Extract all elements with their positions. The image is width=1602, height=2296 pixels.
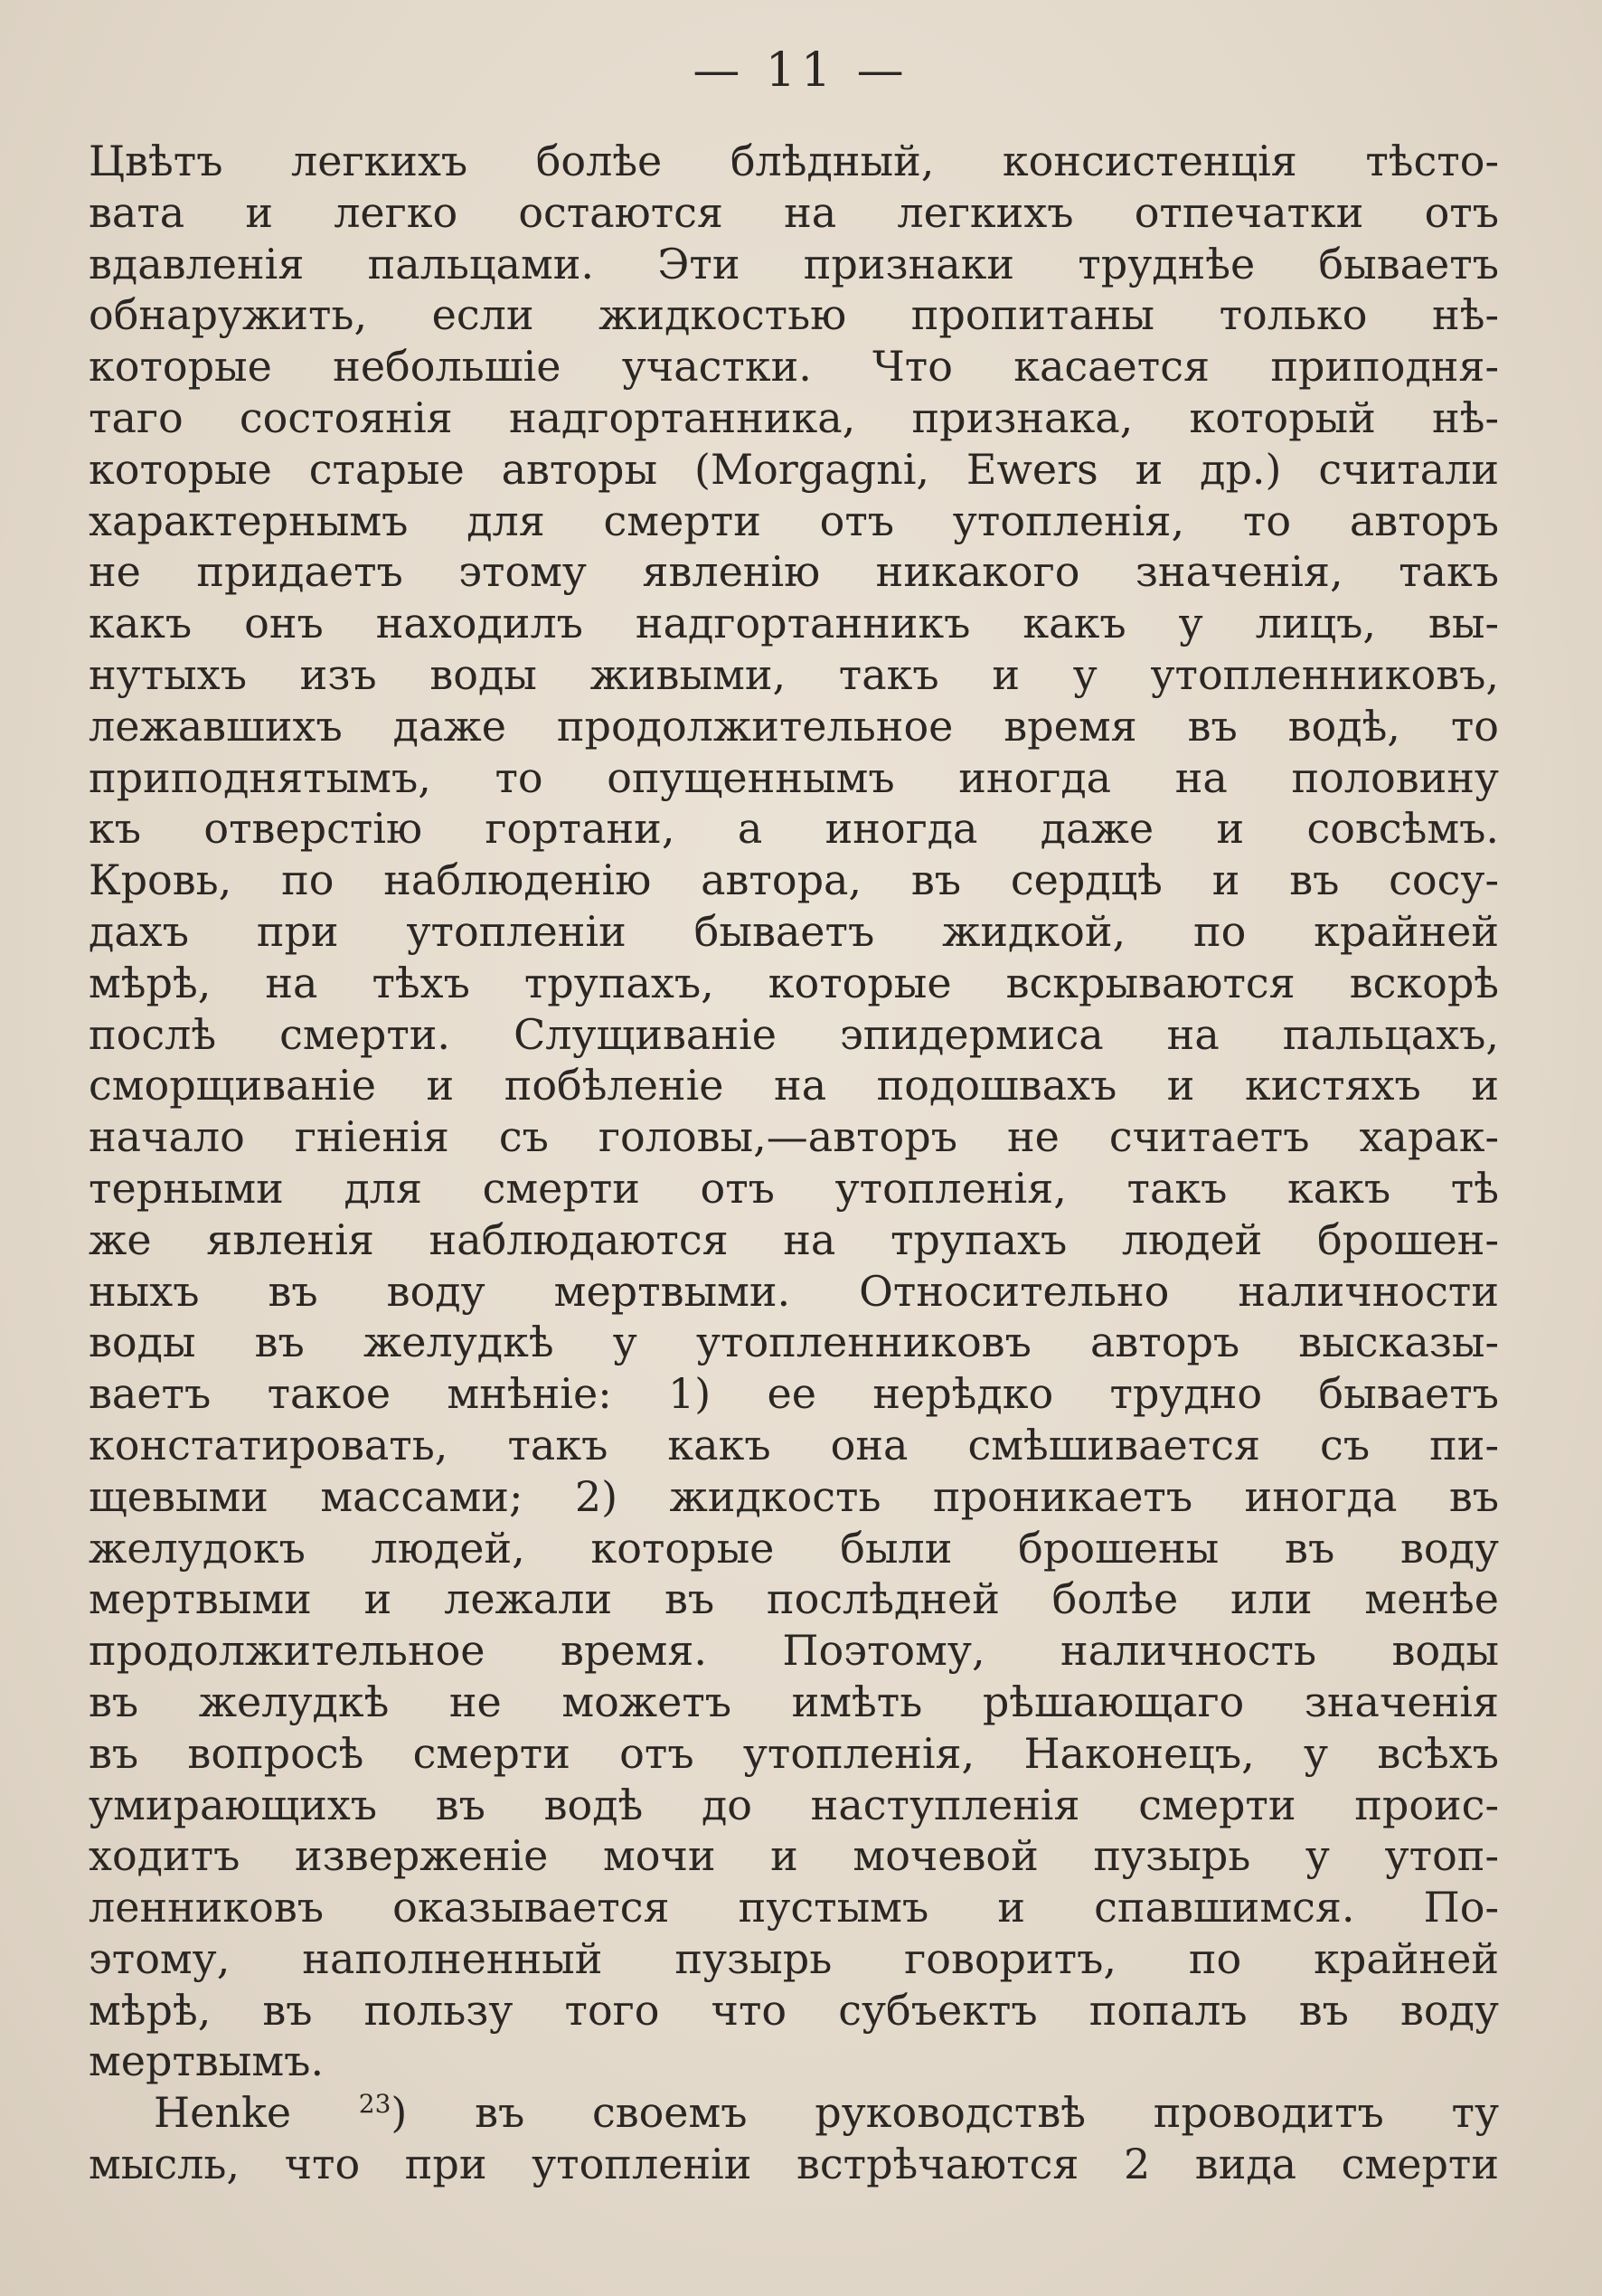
text-line: ваетъ такое мнѣніе: 1) ее нерѣдко трудно бываетъ <box>89 1369 1499 1419</box>
text-line: же явленія наблюдаются на трупахъ людей брошен- <box>89 1214 1499 1264</box>
text-line: Цвѣтъ легкихъ болѣе блѣдный, консистенція тѣсто- <box>89 137 1499 185</box>
text-line: въ вопросѣ смерти отъ утопленія, Наконецъ, у всѣхъ <box>89 1728 1499 1778</box>
author-name: Henke <box>154 2088 292 2138</box>
text-line: въ желудкѣ не можетъ имѣть рѣшающаго значенія <box>89 1677 1499 1726</box>
text-line: терными для смерти отъ утопленія, такъ какъ тѣ <box>89 1163 1499 1213</box>
text-line: не придаетъ этому явленію никакого значенія, такъ <box>89 547 1499 597</box>
text-line: обнаружить, если жидкостью пропитаны только нѣ- <box>89 290 1499 340</box>
paragraph-2-line-rest: ) въ своемъ руководствѣ проводитъ ту <box>391 2088 1499 2138</box>
text-line: мертвымъ. <box>89 2036 325 2086</box>
text-line: ходитъ изверженіе мочи и мочевой пузырь у утоп- <box>89 1831 1499 1881</box>
text-line: щевыми массами; 2) жидкость проникаетъ иногда въ <box>89 1471 1499 1521</box>
text-line: приподнятымъ, то опущеннымъ иногда на половину <box>89 752 1499 802</box>
text-line: характернымъ для смерти отъ утопленія, то авторъ <box>89 496 1499 545</box>
footnote-reference: 23 <box>358 2089 391 2120</box>
text-line: мертвыми и лежали въ послѣдней болѣе или менѣе <box>89 1574 1499 1624</box>
text-line: какъ онъ находилъ надгортанникъ какъ у лицъ, вы- <box>89 599 1499 648</box>
text-line: таго состоянія надгортанника, признака, который нѣ- <box>89 392 1499 442</box>
text-line: вдавленія пальцами. Эти признаки труднѣе бываетъ <box>89 239 1499 288</box>
text-line: которые старые авторы (Morgagni, Ewers и др.) считали <box>89 444 1499 494</box>
text-line: Кровь, по наблюденію автора, въ сердцѣ и въ сосу- <box>89 855 1499 905</box>
text-line: къ отверстію гортани, а иногда даже и совсѣмъ. <box>89 804 1499 854</box>
text-line: продолжительное время. Поэтому, наличность воды <box>89 1626 1499 1676</box>
text-line: мысль, что при утопленіи встрѣчаются 2 вида смерти <box>89 2140 1499 2189</box>
text-line: ныхъ въ воду мертвыми. Относительно наличности <box>89 1266 1499 1316</box>
text-line: которые небольшіе участки. Что касается приподня- <box>89 342 1499 392</box>
text-line: констатировать, такъ какъ она смѣшивается съ пи- <box>89 1420 1499 1469</box>
text-line: вата и легко остаются на легкихъ отпечатки отъ <box>89 187 1499 237</box>
paragraph-2-first-line <box>89 2087 1499 2139</box>
text-line: мѣрѣ, въ пользу того что субъектъ попалъ въ воду <box>89 1985 1499 2035</box>
text-line: этому, наполненный пузырь говоритъ, по крайней <box>89 1933 1499 1983</box>
text-line: дахъ при утопленіи бываетъ жидкой, по крайней <box>89 906 1499 956</box>
page-number: — 11 — <box>693 43 909 98</box>
text-line: нутыхъ изъ воды живыми, такъ и у утопленниковъ, <box>89 649 1499 699</box>
body-text <box>89 136 1499 2190</box>
text-line: ленниковъ оказывается пустымъ и спавшимся. По- <box>89 1883 1499 1932</box>
text-line: лежавшихъ даже продолжительное время въ водѣ, то <box>89 701 1499 751</box>
text-line: мѣрѣ, на тѣхъ трупахъ, которые вскрываются вскорѣ <box>89 958 1499 1007</box>
text-line: умирающихъ въ водѣ до наступленія смерти проис- <box>89 1780 1499 1829</box>
text-line: сморщиваніе и побѣленіе на подошвахъ и кистяхъ и <box>89 1061 1499 1110</box>
text-line: начало гніенія съ головы,—авторъ не считаетъ харак- <box>89 1112 1499 1162</box>
text-line: послѣ смерти. Слущиваніе эпидермиса на пальцахъ, <box>89 1009 1499 1059</box>
text-line: желудокъ людей, которые были брошены въ воду <box>89 1523 1499 1573</box>
text-line: воды въ желудкѣ у утопленниковъ авторъ высказы- <box>89 1318 1499 1367</box>
